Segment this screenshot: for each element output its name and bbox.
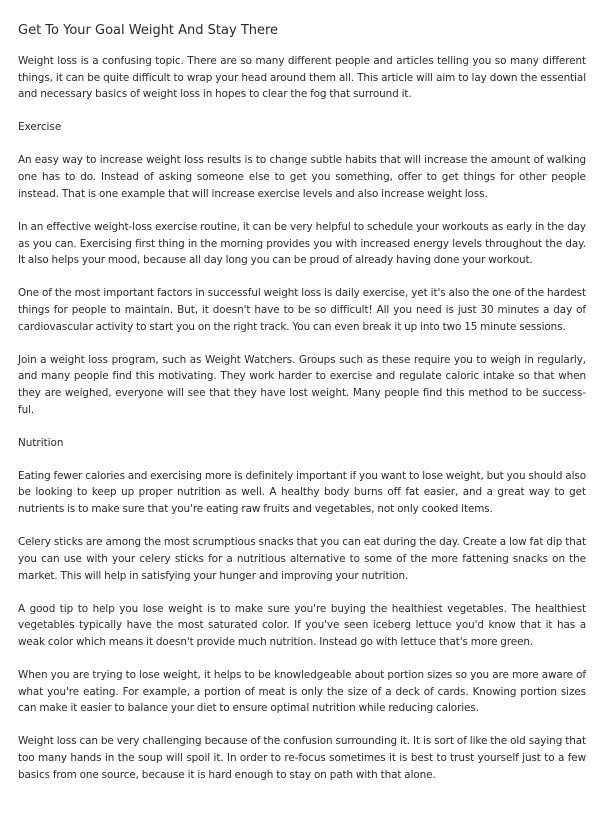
nutrition-paragraph: Eating fewer calories and exercising more is definitely important if you want to lose weight, but you should also be looking to keep up proper nutrition as well. A healthy body burns off fat easier, and a great way to get nutrients is to make sure that you're eating raw fruits and vegetables, not only cooked items. xyxy=(18,469,586,516)
article-title: Get To Your Goal Weight And Stay There xyxy=(18,23,279,38)
nutrition-paragraph: Celery sticks are among the most scrumptious snacks that you can eat during the day. Create a low fat dip that you can use with your celery sticks for a nutritious alternative to some of the more fattening snacks on the market. This will help in satisfying your hunger and improving your nutrition. xyxy=(18,536,586,582)
nutrition-paragraph: Weight loss can be very challenging because of the confusion surrounding it. It is sort of like the old saying that too many hands in the soup will spoil it. In order to re-focus sometimes it is best to trust yourself just to a few basics from one source, because it is hard enough to stay on path with that alone. xyxy=(18,735,586,781)
exercise-paragraph: An easy way to increase weight loss results is to change subtle habits that will increase the amount of walking one has to do. Instead of asking someone else to get you something, offer to get things for other people instead. That is one example that will increase exercise levels and also increase weight loss. xyxy=(18,154,586,200)
exercise-paragraph: In an effective weight-loss exercise routine, it can be very helpful to schedule your workouts as early in the day as you can. Exercising first thing in the morning provides you with increased energy levels throughout the day. It also helps your mood, because all day long you can be proud of already having done your workout. xyxy=(18,220,586,267)
intro-paragraph: Weight loss is a confusing topic. There are so many different people and articles telling you so many different things, it can be quite difficult to wrap your head around them all. This article will aim to lay down the essential and necessary basics of weight loss in hopes to clear the fog that surround it. xyxy=(18,55,586,101)
nutrition-paragraph: When you are trying to lose weight, it helps to be knowledgeable about portion sizes so you are more aware of what you're eating. For example, a portion of meat is only the size of a deck of cards. Knowing portion sizes can make it easier to balance your diet to ensure optimal nutrition while reducing calories. xyxy=(18,668,586,715)
section-heading-exercise: Exercise xyxy=(18,121,62,134)
section-heading-nutrition: Nutrition xyxy=(18,436,64,449)
exercise-paragraph: One of the most important factors in successful weight loss is daily exercise, yet it's also the one of the hardest things for people to maintain. But, it doesn't have to be so difficult! All you need is just 30 minutes a day of cardiovascular activity to start you on the right track. You can even break it up into two 15 minute sessions. xyxy=(18,287,586,333)
nutrition-paragraph: A good tip to help you lose weight is to make sure you're buying the healthiest vegetables. The healthiest vegetables typically have the most saturated color. If you've seen iceberg lettuce you'd know that it has a weak color which means it doesn't provide much nutrition. Instead go with lettuce that's more green. xyxy=(18,602,586,648)
exercise-paragraph: Join a weight loss program, such as Weight Watchers. Groups such as these require you to weigh in regularly, and many people find this motivating. They work harder to exercise and regulate caloric intake so that when they are weighed, everyone will see that they have lost weight. Many people find this method to be success-ful. xyxy=(18,353,586,416)
article xyxy=(18,22,586,800)
